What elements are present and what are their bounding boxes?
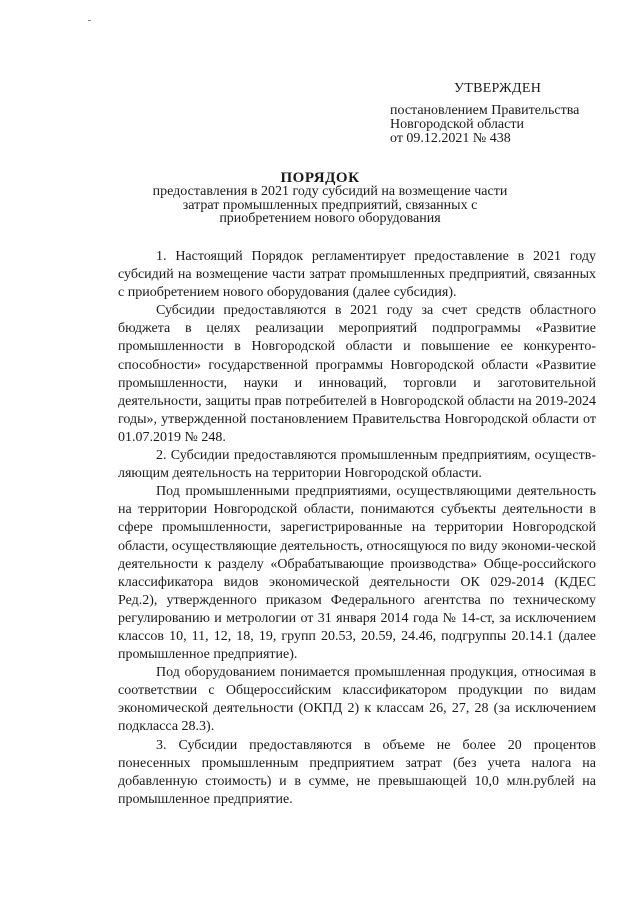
approval-line-3: от 09.12.2021 № 438 [390,131,511,146]
paragraph-4: Под промышленными предприятиями, осуществляющими деятельность на территории Новгородской области, понимаются субъекты деятельности в сфере промышленности, зарегистрированные на территории Новгородской области, осуществляющие деятельность, относящуюся по виду экономи-ческой деятельности к разделу «Обрабатывающие производства» Обще-российского классификатора видов экономической деятельности ОК 029-2014 (КДЕС Ред.2), утвержденного приказом Федерального агентства по техническому регулированию и метрологии от 31 января 2014 года № 14-ст, за исключением классов 10, 11, 12, 18, 19, групп 20.53, 20.59, 24.46, подгруппы 20.14.1 (далее промышленное предприятие). [118,484,596,663]
document-title: ПОРЯДОК [280,170,360,186]
paragraph-3: 2. Субсидии предоставляются промышленным предприятиям, осуществ-ляющим деятельность на территории Новгородской области. [118,448,596,482]
paragraph-5: Под оборудованием понимается промышленная продукция, относимая в соответствии с Общероссийским классификатором продукции по видам экономической деятельности (ОКПД 2) к классам 26, 27, 28 (за исключением подкласса 28.3). [118,665,596,735]
paragraph-6: 3. Субсидии предоставляются в объеме не более 20 процентов понесенных промышленным предприятием затрат (без учета налога на добавленную стоимость) и в сумме, не превышающей 10,0 млн.рублей на промышленное предприятие. [118,737,596,807]
document-body [118,248,596,809]
approval-line-1: постановлением Правительства [390,103,580,118]
paragraph-1: 1. Настоящий Порядок регламентирует предоставление в 2021 году субсидий на возмещение части затрат промышленных предприятий, связанных с приобретением нового оборудования (далее субсидия). [118,249,596,301]
approval-block [390,82,630,146]
scan-mark [88,20,91,21]
approval-heading: УТВЕРЖДЕН [454,81,542,96]
document-subtitle: предоставления в 2021 году субсидий на возмещение части затрат промышленных предприятий, связанных с приобретением нового оборудования [152,184,508,226]
approval-line-2: Новгородской области [390,117,524,132]
paragraph-2: Субсидии предоставляются в 2021 году за счет средств областного бюджета в целях реализации мероприятий подпрограммы «Развитие промышленности в Новгородской области и повышение ее конкуренто-способности» государственной программы Новгородской области «Развитие промышленности, науки и инноваций, торговли и заготовительной деятельности, защиты прав потребителей в Новгородской области на 2019-2024 годы», утвержденной постановлением Правительства Новгородской области от 01.07.2019 № 248. [118,303,596,445]
